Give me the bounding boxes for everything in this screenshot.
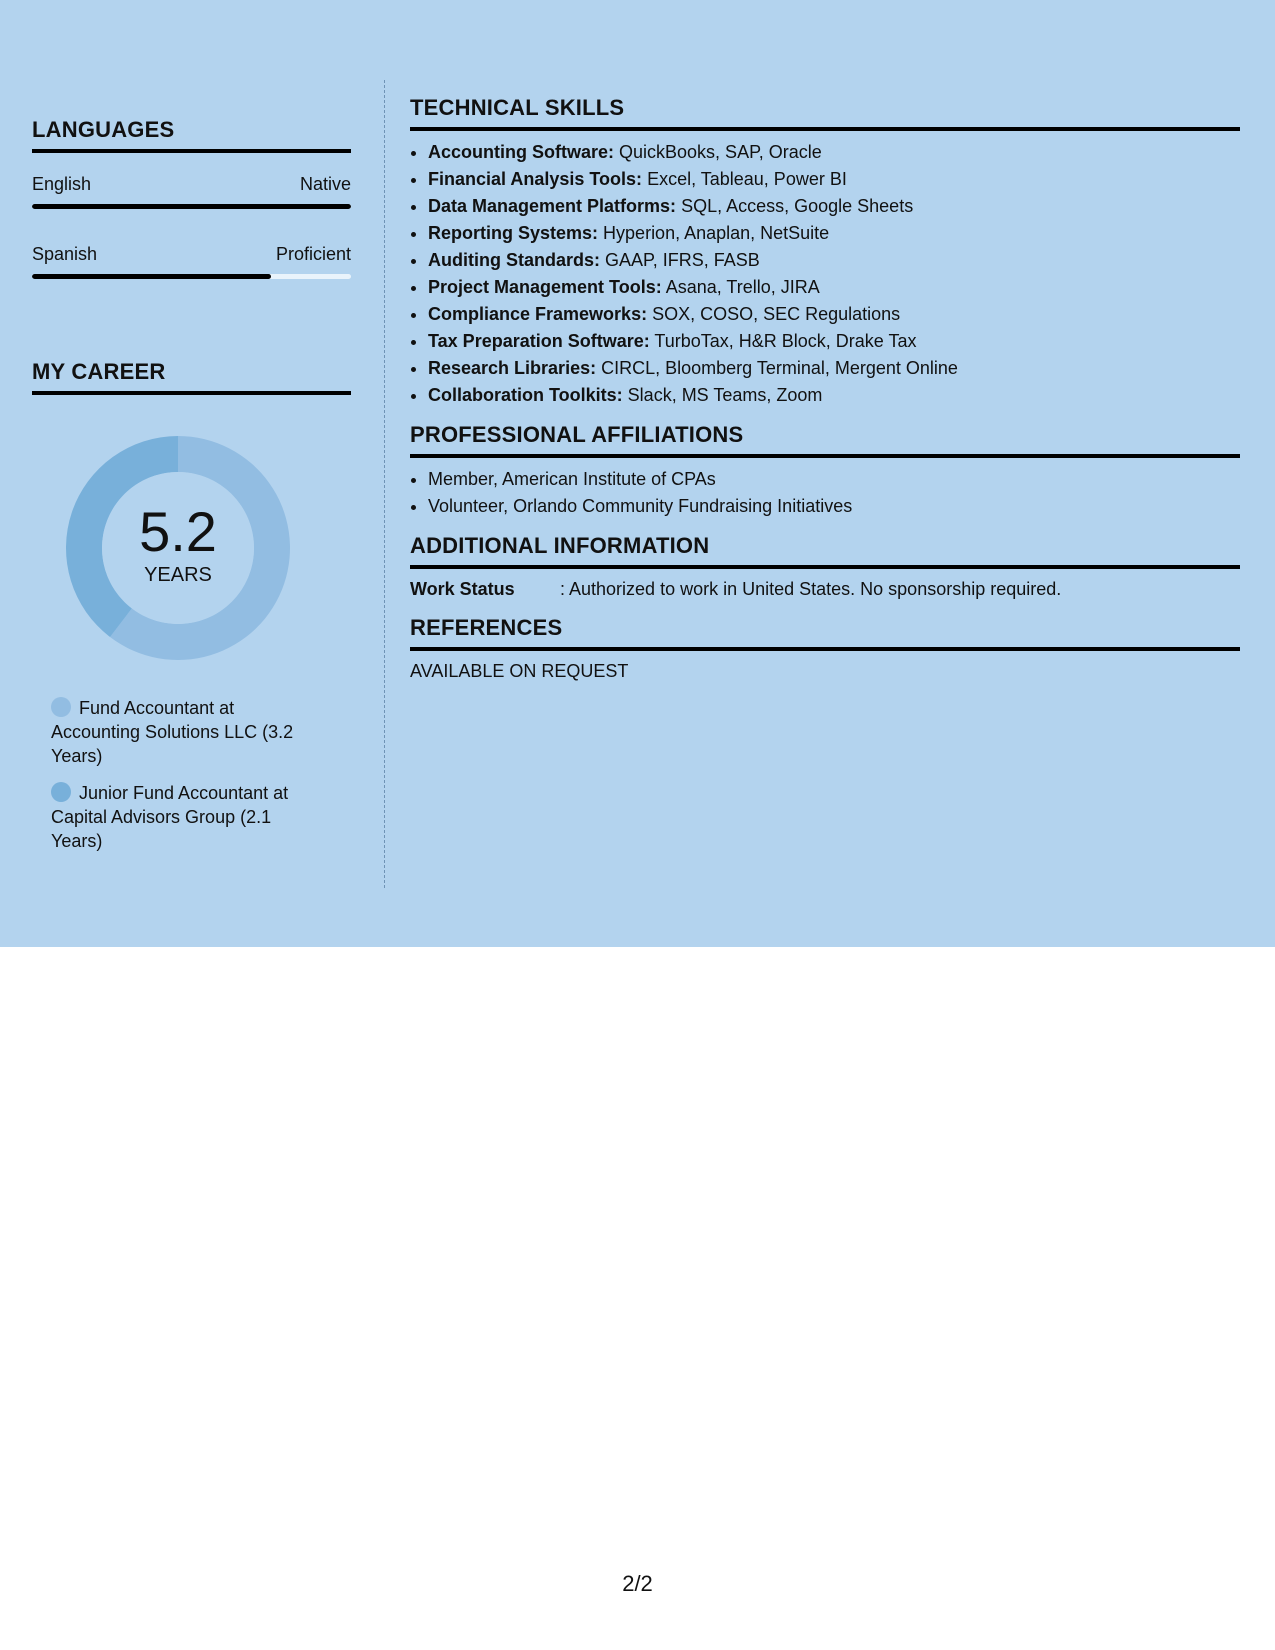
career-title: MY CAREER bbox=[32, 359, 351, 395]
technical-skills-section bbox=[410, 95, 1240, 409]
donut-center bbox=[66, 436, 290, 660]
list-item: • Member, American Institute of CPAs bbox=[428, 466, 1240, 493]
language-level: Native bbox=[299, 174, 351, 194]
language-spanish bbox=[32, 244, 351, 279]
references-section bbox=[410, 615, 1240, 682]
affiliations-list bbox=[410, 466, 1240, 520]
skill-category: Tax Preparation Software: bbox=[428, 331, 650, 351]
references-text: AVAILABLE ON REQUEST bbox=[410, 661, 629, 681]
skill-item bbox=[428, 166, 1240, 193]
language-bar bbox=[32, 204, 351, 209]
affiliations-section bbox=[410, 422, 1240, 520]
language-bar bbox=[32, 274, 351, 279]
career-total-unit: YEARS bbox=[144, 563, 212, 586]
skill-category: Data Management Platforms: bbox=[428, 196, 677, 216]
skill-item bbox=[428, 139, 1240, 166]
languages-title: LANGUAGES bbox=[32, 117, 351, 153]
skill-item bbox=[428, 301, 1240, 328]
skill-category: Financial Analysis Tools: bbox=[428, 169, 643, 189]
skill-values: TurboTax, H&R Block, Drake Tax bbox=[649, 331, 917, 351]
references-title: REFERENCES bbox=[410, 615, 1240, 651]
skill-category: Accounting Software: bbox=[428, 142, 615, 162]
language-level: Proficient bbox=[275, 244, 351, 264]
additional-info-section bbox=[410, 533, 1240, 600]
language-name: Spanish bbox=[32, 244, 98, 264]
skill-item bbox=[428, 220, 1240, 247]
skill-item bbox=[428, 328, 1240, 355]
language-bar-fill bbox=[32, 204, 351, 209]
skill-category: Compliance Frameworks: bbox=[428, 304, 648, 324]
skill-values: GAAP, IFRS, FASB bbox=[600, 250, 760, 270]
career-total-years: 5.2 bbox=[139, 499, 217, 563]
skill-values: Excel, Tableau, Power BI bbox=[642, 169, 847, 189]
skill-category: Auditing Standards: bbox=[428, 250, 600, 270]
language-english bbox=[32, 174, 351, 209]
career-job-text: Junior Fund Accountant at Capital Advisors Group (2.1 Years) bbox=[51, 783, 289, 851]
page-number: 2/2 bbox=[622, 1571, 653, 1596]
skill-values: Hyperion, Anaplan, NetSuite bbox=[598, 223, 830, 243]
skill-category: Reporting Systems: bbox=[428, 223, 599, 243]
skill-category: Project Management Tools: bbox=[428, 277, 662, 297]
work-status-row bbox=[410, 579, 1240, 600]
work-status-label: Work Status bbox=[410, 579, 515, 599]
career-job-text: Fund Accountant at Accounting Solutions LLC (3.2 Years) bbox=[51, 698, 294, 766]
skill-category: Collaboration Toolkits: bbox=[428, 385, 623, 405]
additional-info-title: ADDITIONAL INFORMATION bbox=[410, 533, 1240, 569]
affiliations-title: PROFESSIONAL AFFILIATIONS bbox=[410, 422, 1240, 458]
skill-item bbox=[428, 382, 1240, 409]
language-name: English bbox=[32, 174, 92, 194]
skill-values: Asana, Trello, JIRA bbox=[661, 277, 820, 297]
skill-item bbox=[428, 274, 1240, 301]
technical-skills-title: TECHNICAL SKILLS bbox=[410, 95, 1240, 131]
skill-values: CIRCL, Bloomberg Terminal, Mergent Online bbox=[596, 358, 958, 378]
skill-item bbox=[428, 355, 1240, 382]
skill-values: QuickBooks, SAP, Oracle bbox=[614, 142, 822, 162]
career-legend bbox=[51, 696, 321, 866]
technical-skills-list bbox=[410, 139, 1240, 409]
legend-dot bbox=[51, 697, 71, 717]
career-legend-item bbox=[51, 781, 321, 853]
column-divider bbox=[384, 80, 385, 888]
skill-values: SQL, Access, Google Sheets bbox=[676, 196, 914, 216]
legend-dot bbox=[51, 782, 71, 802]
skill-item bbox=[428, 193, 1240, 220]
work-status-value: : Authorized to work in United States. No sponsorship required. bbox=[560, 579, 1062, 599]
skill-category: Research Libraries: bbox=[428, 358, 597, 378]
language-bar-fill bbox=[32, 274, 271, 279]
list-item: • Volunteer, Orlando Community Fundraising Initiatives bbox=[428, 493, 1240, 520]
skill-values: SOX, COSO, SEC Regulations bbox=[647, 304, 901, 324]
career-legend-item bbox=[51, 696, 321, 768]
career-donut-chart bbox=[66, 436, 290, 660]
skill-values: Slack, MS Teams, Zoom bbox=[622, 385, 823, 405]
skill-item bbox=[428, 247, 1240, 274]
